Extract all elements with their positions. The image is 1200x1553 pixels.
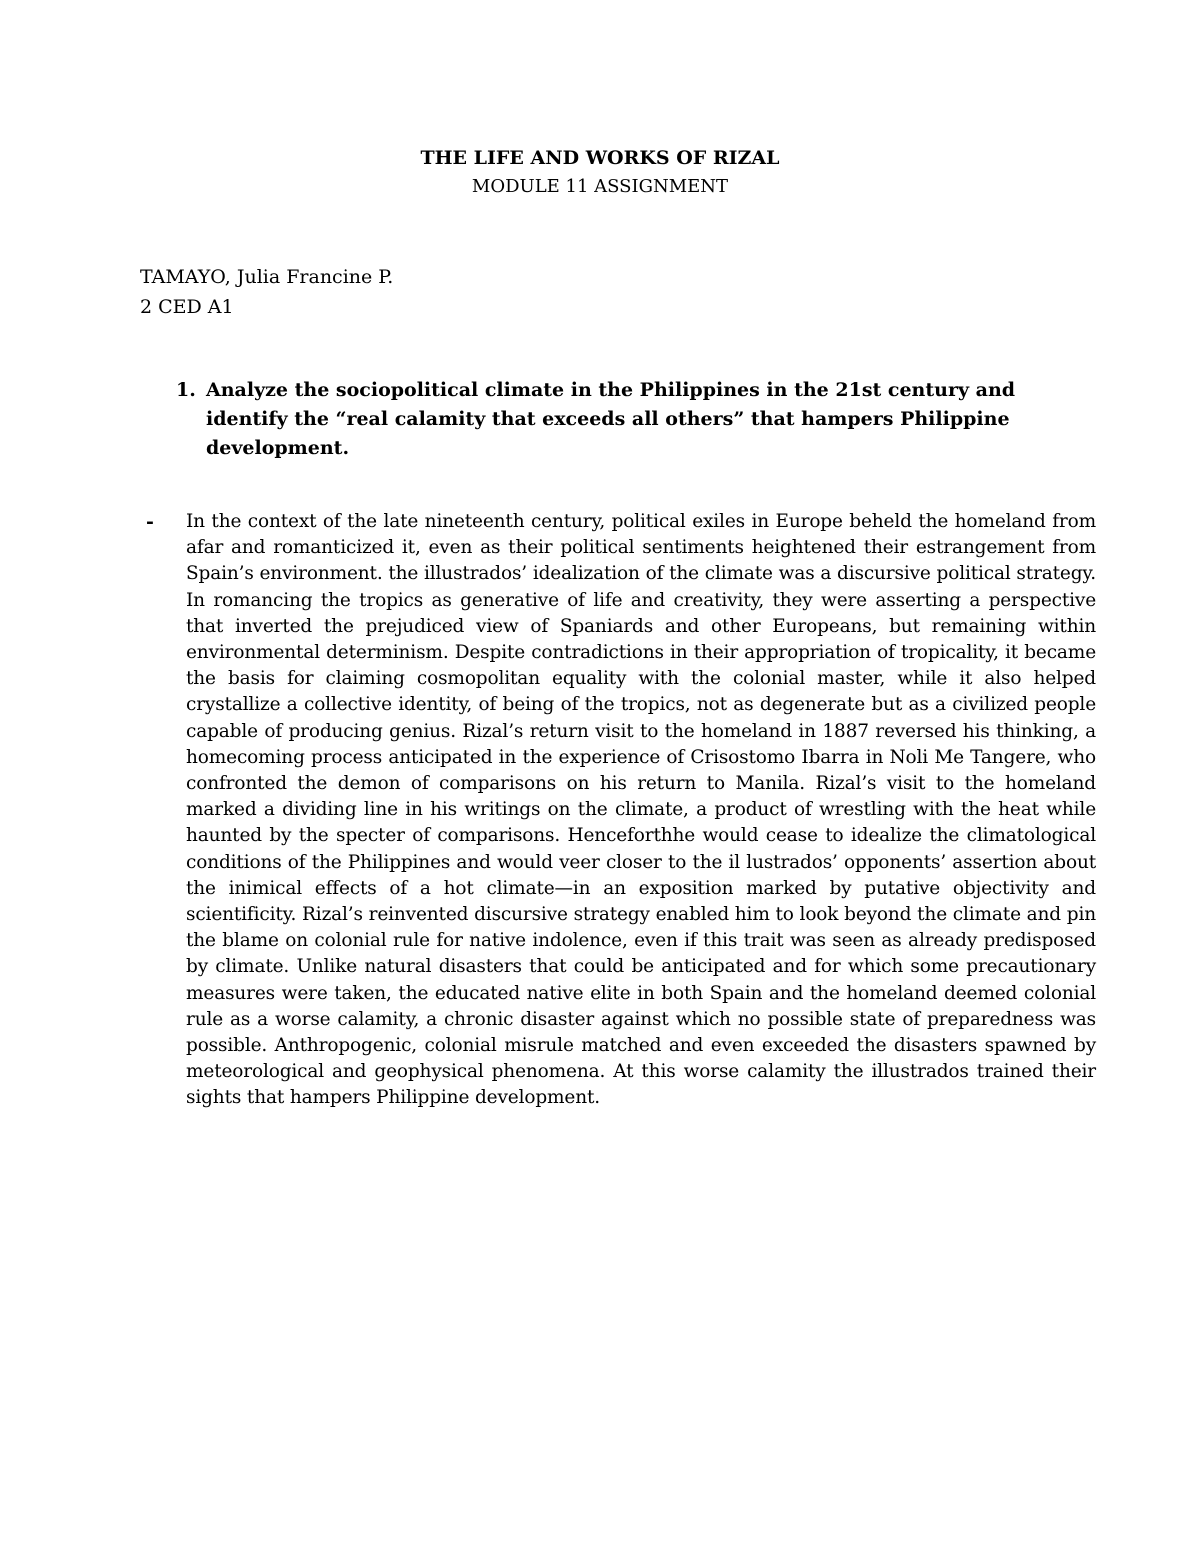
document-subtitle: MODULE 11 ASSIGNMENT (471, 176, 729, 197)
question-item (176, 376, 1036, 463)
document-title: THE LIFE AND WORKS OF RIZAL (420, 147, 780, 169)
answer-paragraph: In the context of the late nineteenth century, political exiles in Europe beheld the homeland from afar and romanticized it, even as their political sentiments heightened their estrangement from Spain’s environment. the illustrados’ idealization of the climate was a discursive political strategy. In romancing the tropics as generative of life and creativity, they were asserting a perspective that inverted the prejudiced view of Spaniards and other Europeans, but remaining within environmental determinism. Despite contradictions in their appropriation of tropicality, it became the basis for claiming cosmopolitan equality with the colonial master, while it also helped crystallize a collective identity, of being of the tropics, not as degenerate but as a civilized people capable of producing genius. Rizal’s return visit to the homeland in 1887 reversed his thinking, a homecoming process anticipated in the experience of Crisostomo Ibarra in Noli Me Tangere, who confronted the demon of comparisons on his return to Manila. Rizal’s visit to the homeland marked a dividing line in his writings on the climate, a product of wrestling with the heat while haunted by the specter of comparisons. Henceforthhe would cease to idealize the climatological conditions of the Philippines and would veer closer to the il lustrados’ opponents’ assertion about the inimical effects of a hot climate—in an exposition marked by putative objectivity and scientificity. Rizal’s reinvented discursive strategy enabled him to look beyond the climate and pin the blame on colonial rule for native indolence, even if this trait was seen as already predisposed by climate. Unlike natural disasters that could be anticipated and for which some precautionary measures were taken, the educated native elite in both Spain and the homeland deemed colonial rule as a worse calamity, a chronic disaster against which no possible state of preparedness was possible. Anthropogenic, colonial misrule matched and even exceeded the disasters spawned by meteorological and geophysical phenomena. At this worse calamity the illustrados trained their sights that hampers Philippine development. (186, 511, 1096, 1109)
question-number: 1. (176, 379, 196, 401)
question-text: Analyze the sociopolitical climate in the Philippines in the 21st century and identify the “real calamity that exceeds all others” that hampers Philippine development. (206, 379, 1016, 459)
answer-block (146, 509, 1096, 1112)
student-info (140, 262, 393, 322)
student-name: TAMAYO, Julia Francine P. (140, 266, 394, 288)
student-section: 2 CED A1 (140, 296, 234, 318)
answer-bullet: - (146, 511, 154, 533)
